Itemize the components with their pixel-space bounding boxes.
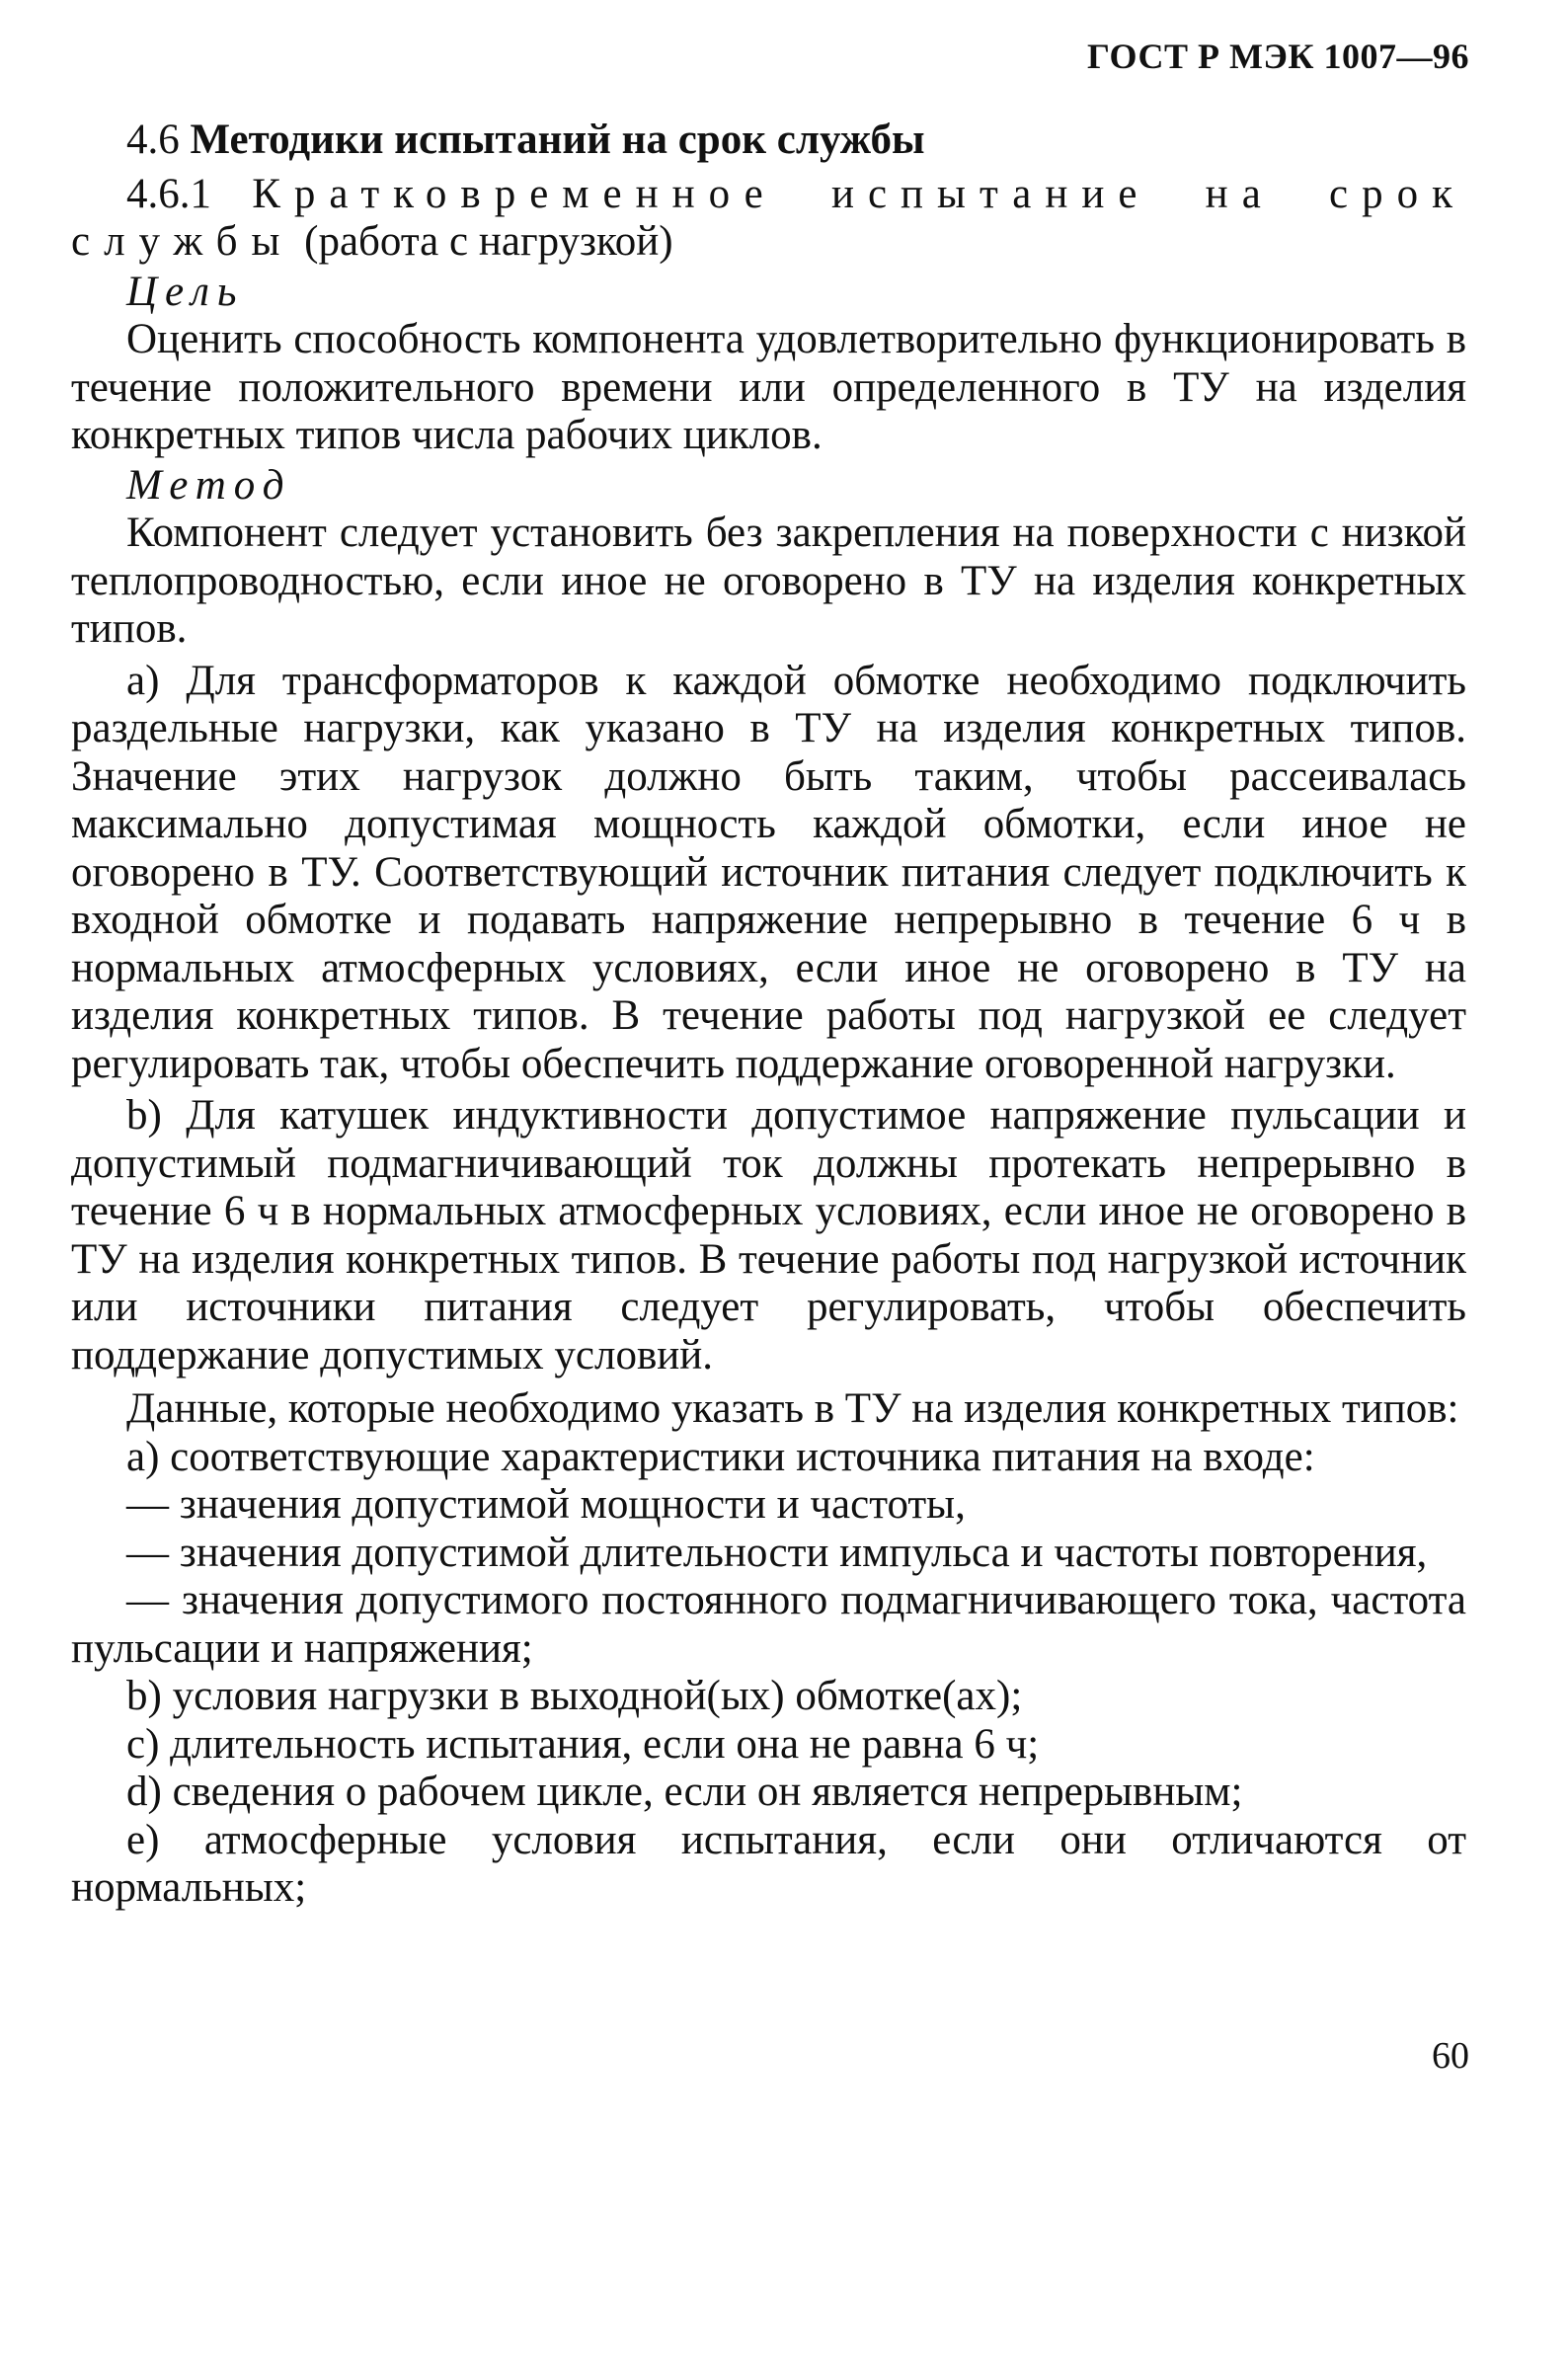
method-item-b: b) Для катушек индуктивности допустимое напряжение пульсации и допустимый подмагничивающий ток должны протекать непрерывно в течение 6 ч в нормальных атмосферных условиях, если иное не оговорено в ТУ на изделия конкретных типов. В течение работы под нагрузкой источник или источники питания следует регулировать, чтобы обеспечить поддержание допустимых условий. — [71, 1092, 1466, 1378]
subsection-number: 4.6.1 — [126, 170, 211, 217]
section-title: Методики испытаний на срок службы — [190, 117, 925, 163]
section-number: 4.6 — [126, 117, 180, 163]
data-item-e: e) атмосферные условия испытания, если они отличаются от нормальных; — [71, 1816, 1466, 1911]
subsection-title-line1: Кратковременное испытание на срок — [252, 170, 1466, 217]
subsection-title-rest: (работа с нагрузкой) — [304, 218, 673, 265]
data-item-a-dash1: — значения допустимой мощности и частоты, — [126, 1481, 966, 1528]
subsection-title-line2: службы — [71, 218, 294, 265]
page-number: 60 — [1432, 2035, 1469, 2077]
method-intro: Компонент следует установить без закрепления на поверхности с низкой теплопроводностью, если иное не оговорено в ТУ на изделия конкретных типов. — [71, 510, 1466, 652]
method-heading: Метод — [126, 461, 292, 509]
purpose-heading: Цель — [126, 268, 245, 315]
data-item-a: a) соответствующие характеристики источника питания на входе: — [126, 1433, 1315, 1480]
section-heading — [126, 117, 1466, 165]
data-item-a-dash3: — значения допустимого постоянного подмагничивающего тока, частота пульсации и напряжения; — [71, 1577, 1466, 1672]
purpose-text: Оценить способность компонента удовлетворительно функционировать в течение положительного времени или определенного в ТУ на изделия конкретных типов числа рабочих циклов. — [71, 316, 1466, 458]
data-item-d: d) сведения о рабочем цикле, если он является непрерывным; — [126, 1769, 1243, 1815]
subsection-heading-cont — [71, 218, 1466, 267]
data-item-a-dash2: — значения допустимой длительности импульса и частоты повторения, — [126, 1529, 1428, 1576]
method-item-a: a) Для трансформаторов к каждой обмотке необходимо подключить раздельные нагрузки, как указано в ТУ на изделия конкретных типов. Значение этих нагрузок должно быть таким, чтобы рассеивалась максимально допустимая мощность каждой обмотки, если иное не оговорено в ТУ. Соответствующий источник питания следует подключить к входной обмотке и подавать напряжение непрерывно в течение 6 ч в нормальных атмосферных условиях, если иное не оговорено в ТУ на изделия конкретных типов. В течение работы под нагрузкой ее следует регулировать так, чтобы обеспечить поддержание оговоренной нагрузки. — [71, 657, 1466, 1087]
data-item-b: b) условия нагрузки в выходной(ых) обмотке(ах); — [126, 1673, 1023, 1719]
data-item-c: c) длительность испытания, если она не равна 6 ч; — [126, 1720, 1040, 1768]
standard-header: ГОСТ Р МЭК 1007—96 — [1087, 37, 1469, 76]
subsection-heading — [126, 171, 1466, 219]
data-required-intro: Данные, которые необходимо указать в ТУ на изделия конкретных типов: — [126, 1385, 1459, 1432]
document-body — [71, 117, 1466, 1913]
